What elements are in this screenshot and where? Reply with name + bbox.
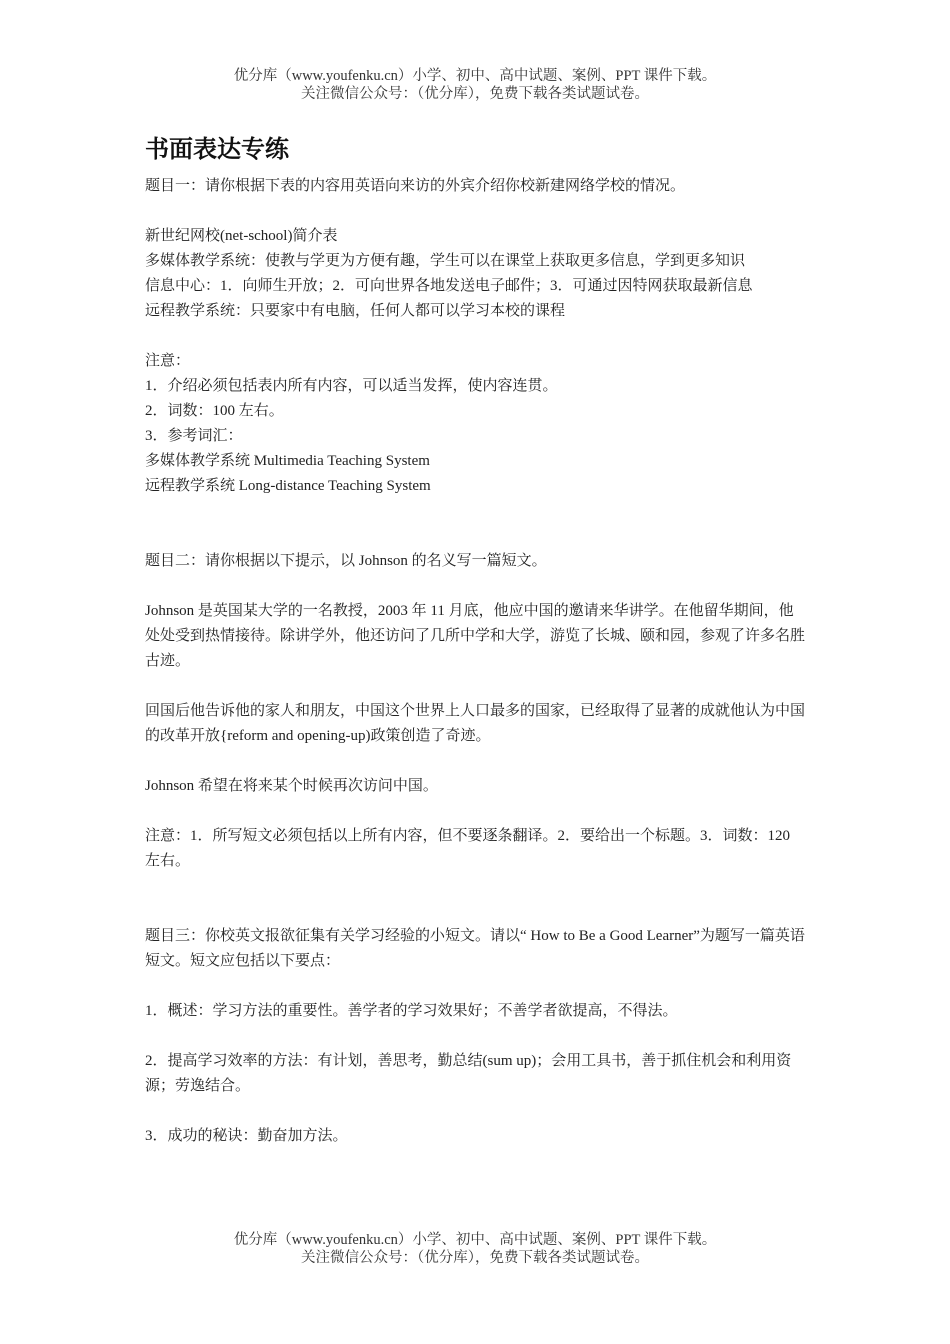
document-body bbox=[145, 132, 807, 1149]
page-footer bbox=[0, 1231, 950, 1267]
q3-prompt: 题目三：你校英文报欲征集有关学习经验的小短文。请以“ How to Be a Good Learner”为题写一篇英语短文。短文应包括以下要点： bbox=[145, 928, 805, 969]
q1-row-distance: 远程教学系统：只要家中有电脑，任何人都可以学习本校的课程 bbox=[145, 303, 566, 319]
q1-note-label: 注意： bbox=[145, 353, 191, 369]
header-line-1: 优分库（www.youfenku.cn）小学、初中、高中试题、案例、PPT 课件下载。 bbox=[233, 68, 717, 84]
q1-row-multimedia: 多媒体教学系统：使教与学更为方便有趣，学生可以在课堂上获取更多信息，学到更多知识 bbox=[145, 253, 746, 269]
q1-vocab-1: 多媒体教学系统 Multimedia Teaching System bbox=[145, 453, 430, 469]
q3-point-1: 1．概述：学习方法的重要性。善学者的学习效果好；不善学者欲提高，不得法。 bbox=[145, 1003, 678, 1019]
q1-note-1: 1．介绍必须包括表内所有内容，可以适当发挥，使内容连贯。 bbox=[145, 378, 558, 394]
q2-paragraph-2: 回国后他告诉他的家人和朋友，中国这个世界上人口最多的国家，已经取得了显著的成就他认为中国的改革开放{reform and opening-up)政策创造了奇迹。 bbox=[145, 703, 806, 744]
footer-line-2: 关注微信公众号：（优分库），免费下载各类试题试卷。 bbox=[301, 1250, 649, 1266]
page-header bbox=[0, 67, 950, 103]
page-title: 书面表达专练 bbox=[145, 137, 289, 163]
q2-note: 注意：1．所写短文必须包括以上所有内容，但不要逐条翻译。2．要给出一个标题。3．词数：120 左右。 bbox=[145, 828, 791, 869]
q2-paragraph-1: Johnson 是英国某大学的一名教授，2003 年 11 月底，他应中国的邀请来华讲学。在他留华期间，他处处受到热情接待。除讲学外，他还访问了几所中学和大学，游览了长城、颐和园，参观了许多名胜古迹。 bbox=[145, 603, 806, 669]
q1-table-title: 新世纪网校(net-school)简介表 bbox=[145, 228, 338, 244]
q1-row-info-center: 信息中心：1．向师生开放；2．可向世界各地发送电子邮件；3．可通过因特网获取最新信息 bbox=[145, 278, 753, 294]
q2-prompt: 题目二：请你根据以下提示，以 Johnson 的名义写一篇短文。 bbox=[145, 553, 547, 569]
q1-note-3: 3．参考词汇： bbox=[145, 428, 243, 444]
footer-line-1: 优分库（www.youfenku.cn）小学、初中、高中试题、案例、PPT 课件下载。 bbox=[233, 1232, 717, 1248]
q3-point-2: 2．提高学习效率的方法：有计划，善思考，勤总结(sum up)；会用工具书，善于抓住机会和利用资源；劳逸结合。 bbox=[145, 1053, 792, 1094]
q3-point-3: 3．成功的秘诀：勤奋加方法。 bbox=[145, 1128, 348, 1144]
q1-vocab-2: 远程教学系统 Long-distance Teaching System bbox=[145, 478, 431, 494]
q2-paragraph-3: Johnson 希望在将来某个时候再次访问中国。 bbox=[145, 778, 438, 794]
header-line-2: 关注微信公众号：（优分库），免费下载各类试题试卷。 bbox=[301, 86, 649, 102]
q1-note-2: 2．词数：100 左右。 bbox=[145, 403, 284, 419]
q1-prompt: 题目一：请你根据下表的内容用英语向来访的外宾介绍你校新建网络学校的情况。 bbox=[145, 178, 686, 194]
